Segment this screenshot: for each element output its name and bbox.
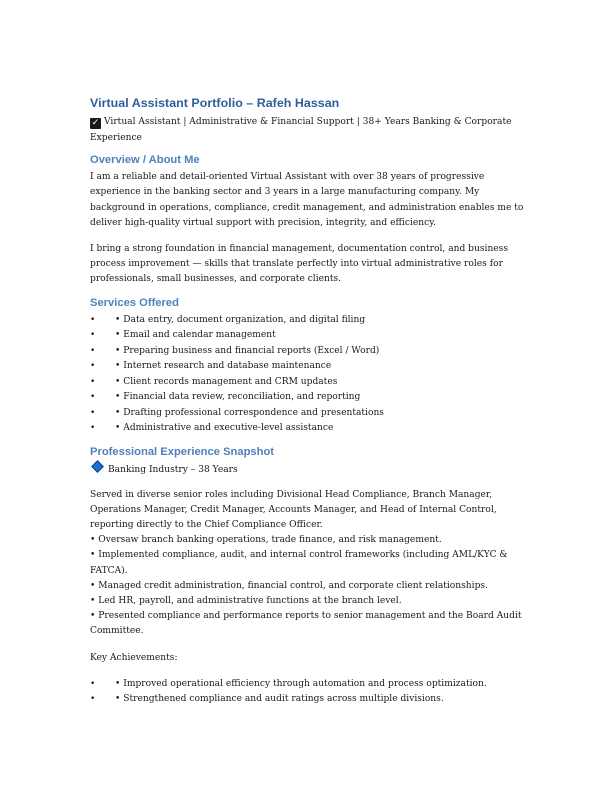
overview-paragraph-2: I bring a strong foundation in financial management, documentation control, and business process improvement — skills that translate perfectly into virtual administrative roles for professionals, small businesses, and corporate clients. bbox=[90, 244, 509, 285]
document-title: Virtual Assistant Portfolio – Rafeh Hassan bbox=[90, 96, 340, 110]
experience-duty: • Oversaw branch banking operations, trade finance, and risk management. bbox=[90, 535, 442, 546]
list-item: • • Data entry, document organization, and digital filing bbox=[90, 313, 530, 329]
list-item: • • Internet research and database maintenance bbox=[90, 359, 530, 375]
experience-summary: Served in diverse senior roles including Divisional Head Compliance, Branch Manager, Operations Manager, Credit Manager, Accounts Manager, and Head of Internal Control, reporting directly to the Chief Compliance Officer. bbox=[90, 489, 497, 531]
bullet-icon: • bbox=[90, 392, 96, 403]
list-item: • • Email and calendar management bbox=[90, 328, 530, 344]
list-item: • • Client records management and CRM updates bbox=[90, 375, 530, 391]
bullet-icon: • bbox=[90, 376, 96, 387]
experience-duty: • Implemented compliance, audit, and internal control frameworks (including AML/KYC & FATCA). bbox=[90, 550, 508, 576]
achievements-label: Key Achievements: bbox=[90, 652, 178, 663]
overview-paragraph-1: I am a reliable and detail-oriented Virtual Assistant with over 38 years of progressive experience in the banking sector and 3 years in a large manufacturing company. My background in operations, compliance, credit management, and administration enables me to deliver high-quality virtual support with precision, integrity, and efficiency. bbox=[90, 172, 524, 228]
industry-line bbox=[90, 462, 530, 478]
bullet-icon: • bbox=[90, 694, 96, 705]
bullet-icon: • bbox=[90, 678, 96, 689]
bullet-icon: • bbox=[90, 345, 96, 356]
blue-diamond-icon bbox=[91, 460, 104, 473]
achievements-list bbox=[90, 677, 530, 708]
bullet-icon: • bbox=[90, 330, 96, 341]
subtitle-line bbox=[90, 115, 530, 146]
services-heading: Services Offered bbox=[90, 296, 179, 309]
experience-duty: • Managed credit administration, financial control, and corporate client relationships. bbox=[90, 580, 488, 591]
document-page bbox=[90, 95, 530, 708]
list-item: • • Drafting professional correspondence and presentations bbox=[90, 406, 530, 422]
services-list bbox=[90, 313, 530, 437]
experience-duty: • Led HR, payroll, and administrative functions at the branch level. bbox=[90, 596, 402, 607]
bullet-icon: • bbox=[90, 314, 96, 325]
bullet-icon: • bbox=[90, 361, 96, 372]
experience-heading: Professional Experience Snapshot bbox=[90, 445, 275, 458]
list-item: • • Strengthened compliance and audit ratings across multiple divisions. bbox=[90, 692, 530, 708]
list-item: • • Improved operational efficiency through automation and process optimization. bbox=[90, 677, 530, 693]
subtitle-text: Virtual Assistant | Administrative & Financial Support | 38+ Years Banking & Corporate Experience bbox=[90, 117, 512, 143]
overview-heading: Overview / About Me bbox=[90, 154, 200, 167]
bullet-icon: • bbox=[90, 407, 96, 418]
experience-duty: • Presented compliance and performance reports to senior management and the Board Audit Committee. bbox=[90, 611, 522, 637]
check-mark-icon: ✓ bbox=[91, 118, 100, 128]
list-item: • • Preparing business and financial reports (Excel / Word) bbox=[90, 344, 530, 360]
list-item: • • Administrative and executive-level assistance bbox=[90, 421, 530, 437]
list-item: • • Financial data review, reconciliation, and reporting bbox=[90, 390, 530, 406]
industry-text: Banking Industry – 38 Years bbox=[108, 464, 238, 475]
bullet-icon: • bbox=[90, 423, 96, 434]
